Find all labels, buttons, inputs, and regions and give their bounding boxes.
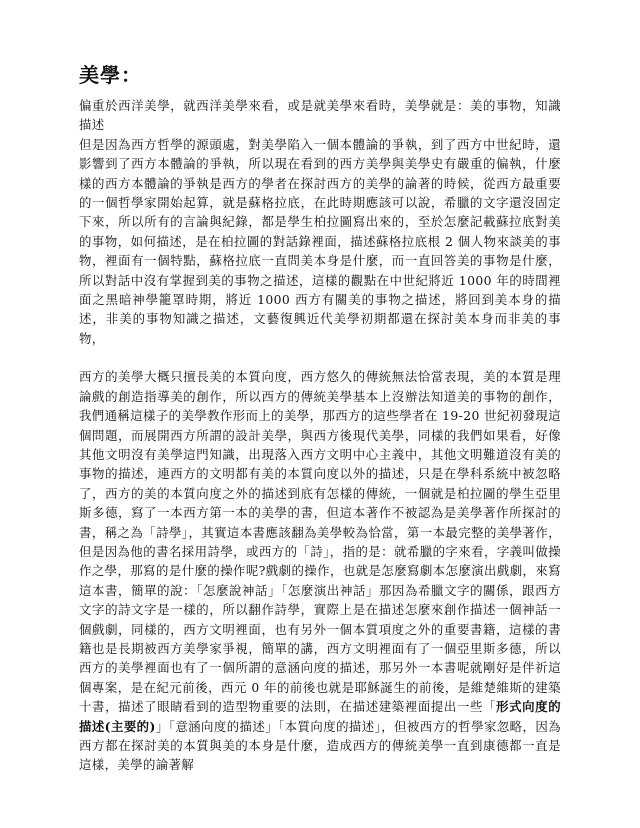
paragraph-text-part-1: 西方的美學大概只擅長美的本質向度，西方悠久的傳統無法恰當表現，美的本質是理論戲的創造指導美的創作，所以西方的傳統美學基本上沒辦法知道美的事物的創作，我們通稱這樣子的美學教作形而上的美學，那西方的這些學者在 19-20 世紀初發現這個問題，而展開西方所謂的設計美學，與西方後現代美學，同樣的我們如果看，好像其他文明沒有美學這門知識，出現落入西方文明中心主義中，其他文明難道沒有美的事物的描述，連西方的文明都有美的本質向度以外的描述，只是在學科系統中被忽略了，西方的美的本質向度之外的描述到底有怎樣的傳統，一個就是柏拉圖的學生亞里斯多德，寫了一本西方第一本的美學的書，但這本著作不被認為是美學著作所探討的書，稱之為「詩學」，其實這本書應該翻為美學較為恰當，第一本最完整的美學著作，但是因為他的書名採用詩學，或西方的「詩」，指的是：就希臘的字來看，字義叫做操作之學，那寫的是什麼的操作呢?戲劇的操作，也就是怎麼寫劇本怎麼演出戲劇，來寫這本書，簡單的說：「怎麼說神話」「怎麼演出神話」那因為希臘文字的關係，跟西方文字的詩文字是一樣的，所以翻作詩學，實際上是在描述怎麼來創作描述一個神話一個戲劇，同樣的，西方文明裡面，也有另外一個本質項度之外的重要書籍，這樣的書籍也是長期被西方美學家爭視，簡單的講，西方文明裡面有了一個亞里斯多德，所以西方的美學裡面也有了一個所謂的意涵向度的描述，那另外一本書呢就剛好是伴祈這個專案，是在紀元前後，西元 0 年的前後也就是耶穌誕生的前後，是維楚維斯的建築十書，描述了眼睛看到的造型物重要的法則，在描述建築裡面提出一些「 bbox=[79, 369, 561, 715]
intro-paragraph: 偏重於西洋美學，就西洋美學來看，或是就美學來看時，美學就是：美的事物，知識描述 bbox=[79, 98, 561, 133]
paragraph-text-part-2: 」「意涵向度的描述」「本質向度的描述」，但被西方的哲學家忽略，因為西方都在探討美的本質與美的本身是什麼，造成西方的傳統美學一直到康德都一直是這樣，美學的論著解 bbox=[79, 718, 561, 773]
history-paragraph: 但是因為西方哲學的源頭處，對美學陷入一個本體論的爭執，到了西方中世紀時，還影響到了西方本體論的爭執，所以現在看到的西方美學與美學史有嚴重的偏執，什麼樣的西方本體論的爭執是西方的學者在探討西方的美學的論著的時候，從西方最重要的一個哲學家開始起算，就是蘇格拉底，在此時期應該可以說，希臘的文字還沒固定下來，所以所有的言論與紀錄，都是學生柏拉圖寫出來的，至於怎麼記載蘇拉底對美的事物，如何描述，是在柏拉圖的對話錄裡面，描述蘇格拉底根 2 個人物來談美的事物，裡面有一個特點，蘇格拉底一直問美本身是什麼，而一直回答美的事物是什麼，所以對話中沒有掌握到美的事物之描述，這樣的觀點在中世紀將近 1000 年的時間裡面之黑暗神學籠罩時期，將近 1000 西方有關美的事物之描述，將回到美本身的描述，非美的事物知識之描述，文藝復興近代美學初期都還在探討美本身而非美的事物， bbox=[79, 136, 561, 346]
bold-phrase: 形式向度的描述(主要的) bbox=[79, 699, 562, 734]
document-page bbox=[79, 62, 561, 775]
page-title: 美學： bbox=[79, 63, 142, 87]
western-aesthetics-paragraph bbox=[79, 367, 561, 775]
paragraph-spacer bbox=[79, 348, 561, 367]
